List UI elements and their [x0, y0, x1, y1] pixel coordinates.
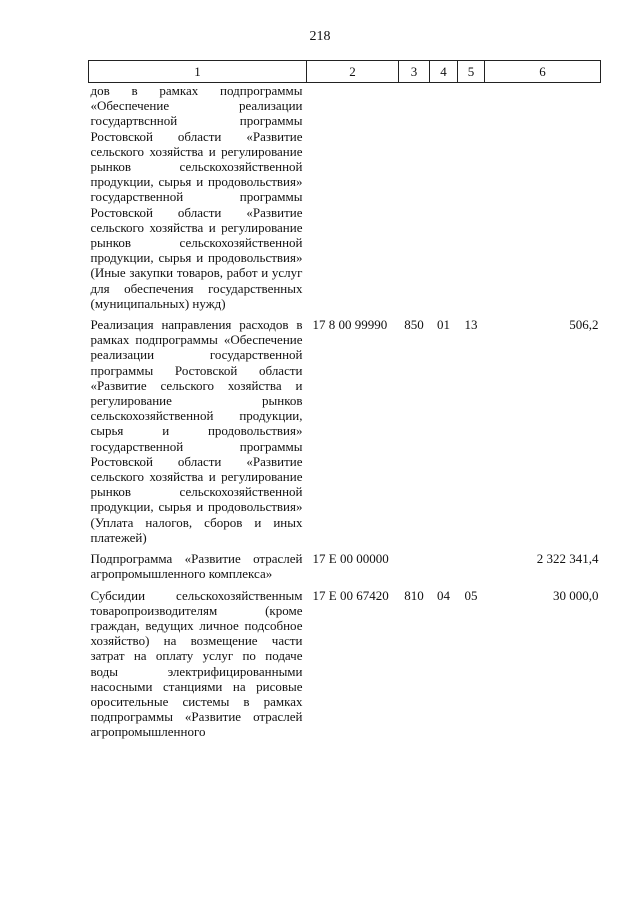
column-header-3: 3 — [399, 61, 430, 83]
column-header-4: 4 — [430, 61, 458, 83]
table-row — [89, 588, 601, 740]
row-description: дов в рамках подпрограммы «Обеспечение реализации государтвснной программы Ростовской области «Развитие сельского хозяйства и регулирование рынков сельскохозяйственной продукции, сырья и продовольствия» государственной программы Ростовской области «Развитие сельского хозяйства и регулирование рынков сельскохозяйственной продукции, сырья и продовольствия» (Иные закупки товаров, работ и услуг для обеспечения государственных (муниципальных) нужд) — [90, 83, 303, 311]
budget-table — [88, 60, 601, 740]
row-target-code — [307, 83, 399, 318]
row-amount: 506,2 — [569, 317, 599, 333]
row-subsection: 05 — [464, 587, 478, 603]
row-amount: 2 322 341,4 — [536, 551, 599, 567]
row-expense-type — [399, 83, 430, 318]
row-description: Субсидии сельскохозяйственным товаропроизводителям (кроме граждан, ведущих личное подсобное хозяйство) на возмещение части затрат на оплату услуг по подаче воды электрифицированными насосными станциями на рисовые оросительные системы в рамках подпрограммы «Развитие отраслей агропромышленного — [90, 587, 303, 740]
row-expense-type: 850 — [404, 317, 424, 333]
row-expense-type — [399, 551, 430, 587]
row-section: 04 — [437, 587, 450, 603]
row-amount: 30 000,0 — [553, 587, 599, 603]
page-number: 218 — [309, 29, 331, 44]
row-subsection — [458, 83, 485, 318]
row-subsection: 13 — [464, 317, 478, 333]
column-header-5: 5 — [458, 61, 485, 83]
table-row — [89, 83, 601, 318]
row-subsection — [458, 551, 485, 587]
header-row — [89, 61, 601, 83]
column-header-2: 2 — [307, 61, 399, 83]
table-row — [89, 551, 601, 587]
row-section — [430, 551, 458, 587]
row-target-code: 17 Е 00 00000 — [312, 551, 389, 567]
table-row — [89, 317, 601, 551]
row-target-code: 17 8 00 99990 — [312, 317, 388, 333]
row-description: Реализация направления расходов в рамках подпрограммы «Обеспечение реализации государственной программы Ростовской области «Развитие сельского хозяйства и регулирование рынков сельскохозяйственной продукции, сырья и продовольствия» государственной программы Ростовской области «Развитие сельского хозяйства и регулирование рынков сельскохозяйственной продукции, сырья и продовольствия» (Уплата налогов, сборов и иных платежей) — [90, 317, 303, 545]
row-amount — [485, 83, 601, 318]
row-target-code: 17 Е 00 67420 — [312, 587, 389, 603]
row-description: Подпрограмма «Развитие отраслей агропромышленного комплекса» — [90, 551, 303, 582]
column-header-1: 1 — [89, 61, 307, 83]
row-expense-type: 810 — [404, 587, 424, 603]
column-header-6: 6 — [485, 61, 601, 83]
row-section — [430, 83, 458, 318]
row-section: 01 — [437, 317, 450, 333]
